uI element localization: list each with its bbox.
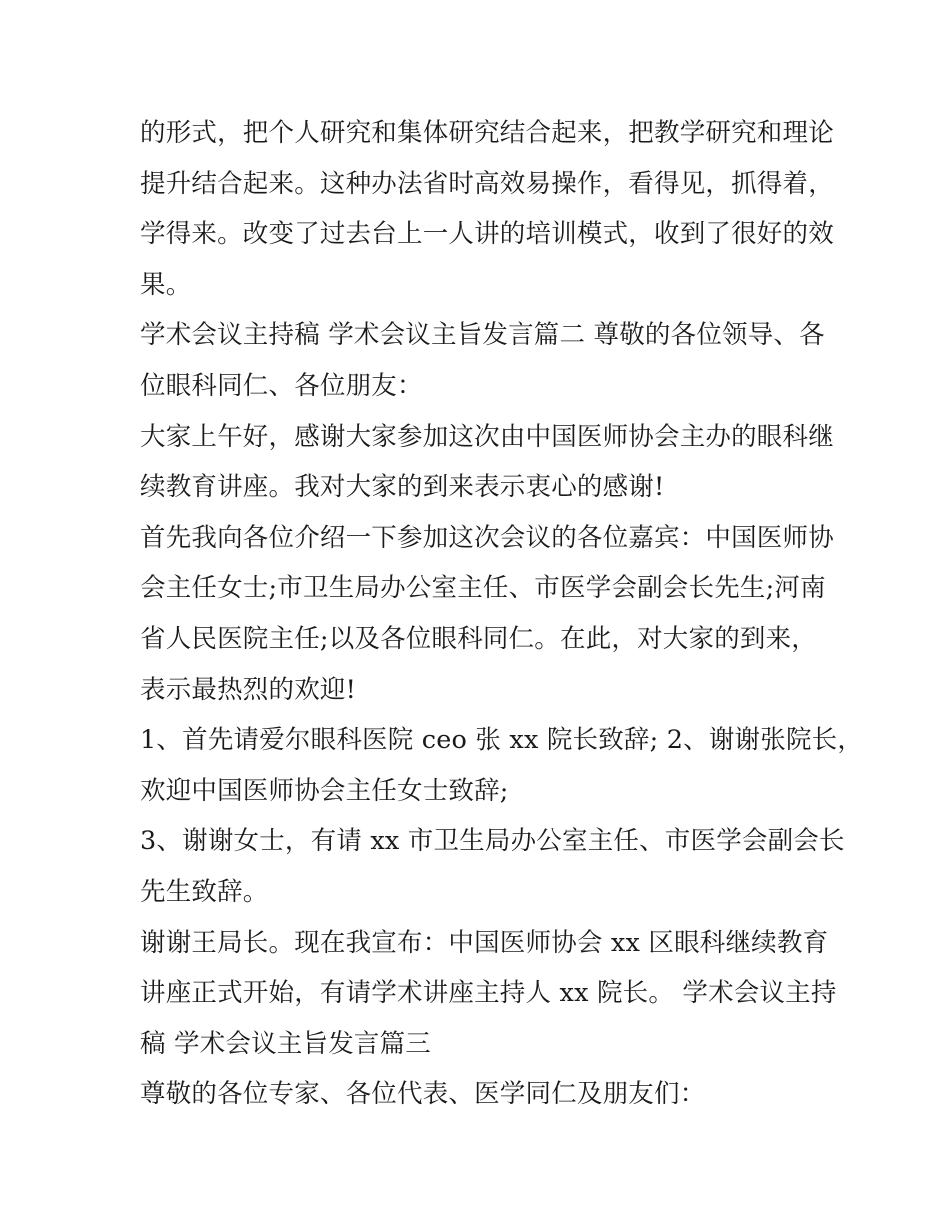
text-line: 的形式，把个人研究和集体研究结合起来，把教学研究和理论 bbox=[140, 118, 834, 148]
text-line: 首先我向各位介绍一下参加这次会议的各位嘉宾：中国医师协 bbox=[140, 522, 834, 553]
text-line: 续教育讲座。我对大家的到来表示衷心的感谢! bbox=[140, 472, 665, 503]
text-line: 学得来。改变了过去台上一人讲的培训模式，收到了很好的效 bbox=[140, 219, 834, 250]
text-line: 谢谢王局长。现在我宣布：中国医师协会 xx 区眼科继续教育 bbox=[140, 927, 829, 958]
text-line: 位眼科同仁、各位朋友： bbox=[140, 370, 423, 401]
document-text bbox=[140, 108, 864, 1120]
text-line: 提升结合起来。这种办法省时高效易操作，看得见，抓得着， bbox=[140, 168, 834, 199]
text-line: 讲座正式开始，有请学术讲座主持人 xx 院长。 学术会议主持 bbox=[140, 978, 837, 1009]
text-line: 果。 bbox=[140, 269, 192, 300]
list-item-line: 1、首先请爱尔眼科医院 ceo 张 xx 院长致辞; 2、谢谢张院长， bbox=[140, 725, 864, 756]
text-line: 表示最热烈的欢迎! bbox=[140, 674, 357, 705]
text-line: 先生致辞。 bbox=[140, 876, 269, 907]
section-heading-line: 学术会议主持稿 学术会议主旨发言篇二 尊敬的各位领导、各 bbox=[140, 320, 825, 351]
text-line: 欢迎中国医师协会主任女士致辞; bbox=[140, 775, 509, 806]
list-item-line: 3、谢谢女士，有请 xx 市卫生局办公室主任、市医学会副会长 bbox=[140, 826, 845, 857]
text-line: 尊敬的各位专家、各位代表、医学同仁及朋友们： bbox=[140, 1079, 706, 1110]
text-line: 省人民医院主任;以及各位眼科同仁。在此，对大家的到来， bbox=[140, 623, 817, 654]
section-heading-line: 稿 学术会议主旨发言篇三 bbox=[140, 1028, 432, 1059]
text-line: 会主任女士;市卫生局办公室主任、市医学会副会长先生;河南 bbox=[140, 573, 826, 604]
text-line: 大家上午好，感谢大家参加这次由中国医师协会主办的眼科继 bbox=[140, 421, 834, 452]
